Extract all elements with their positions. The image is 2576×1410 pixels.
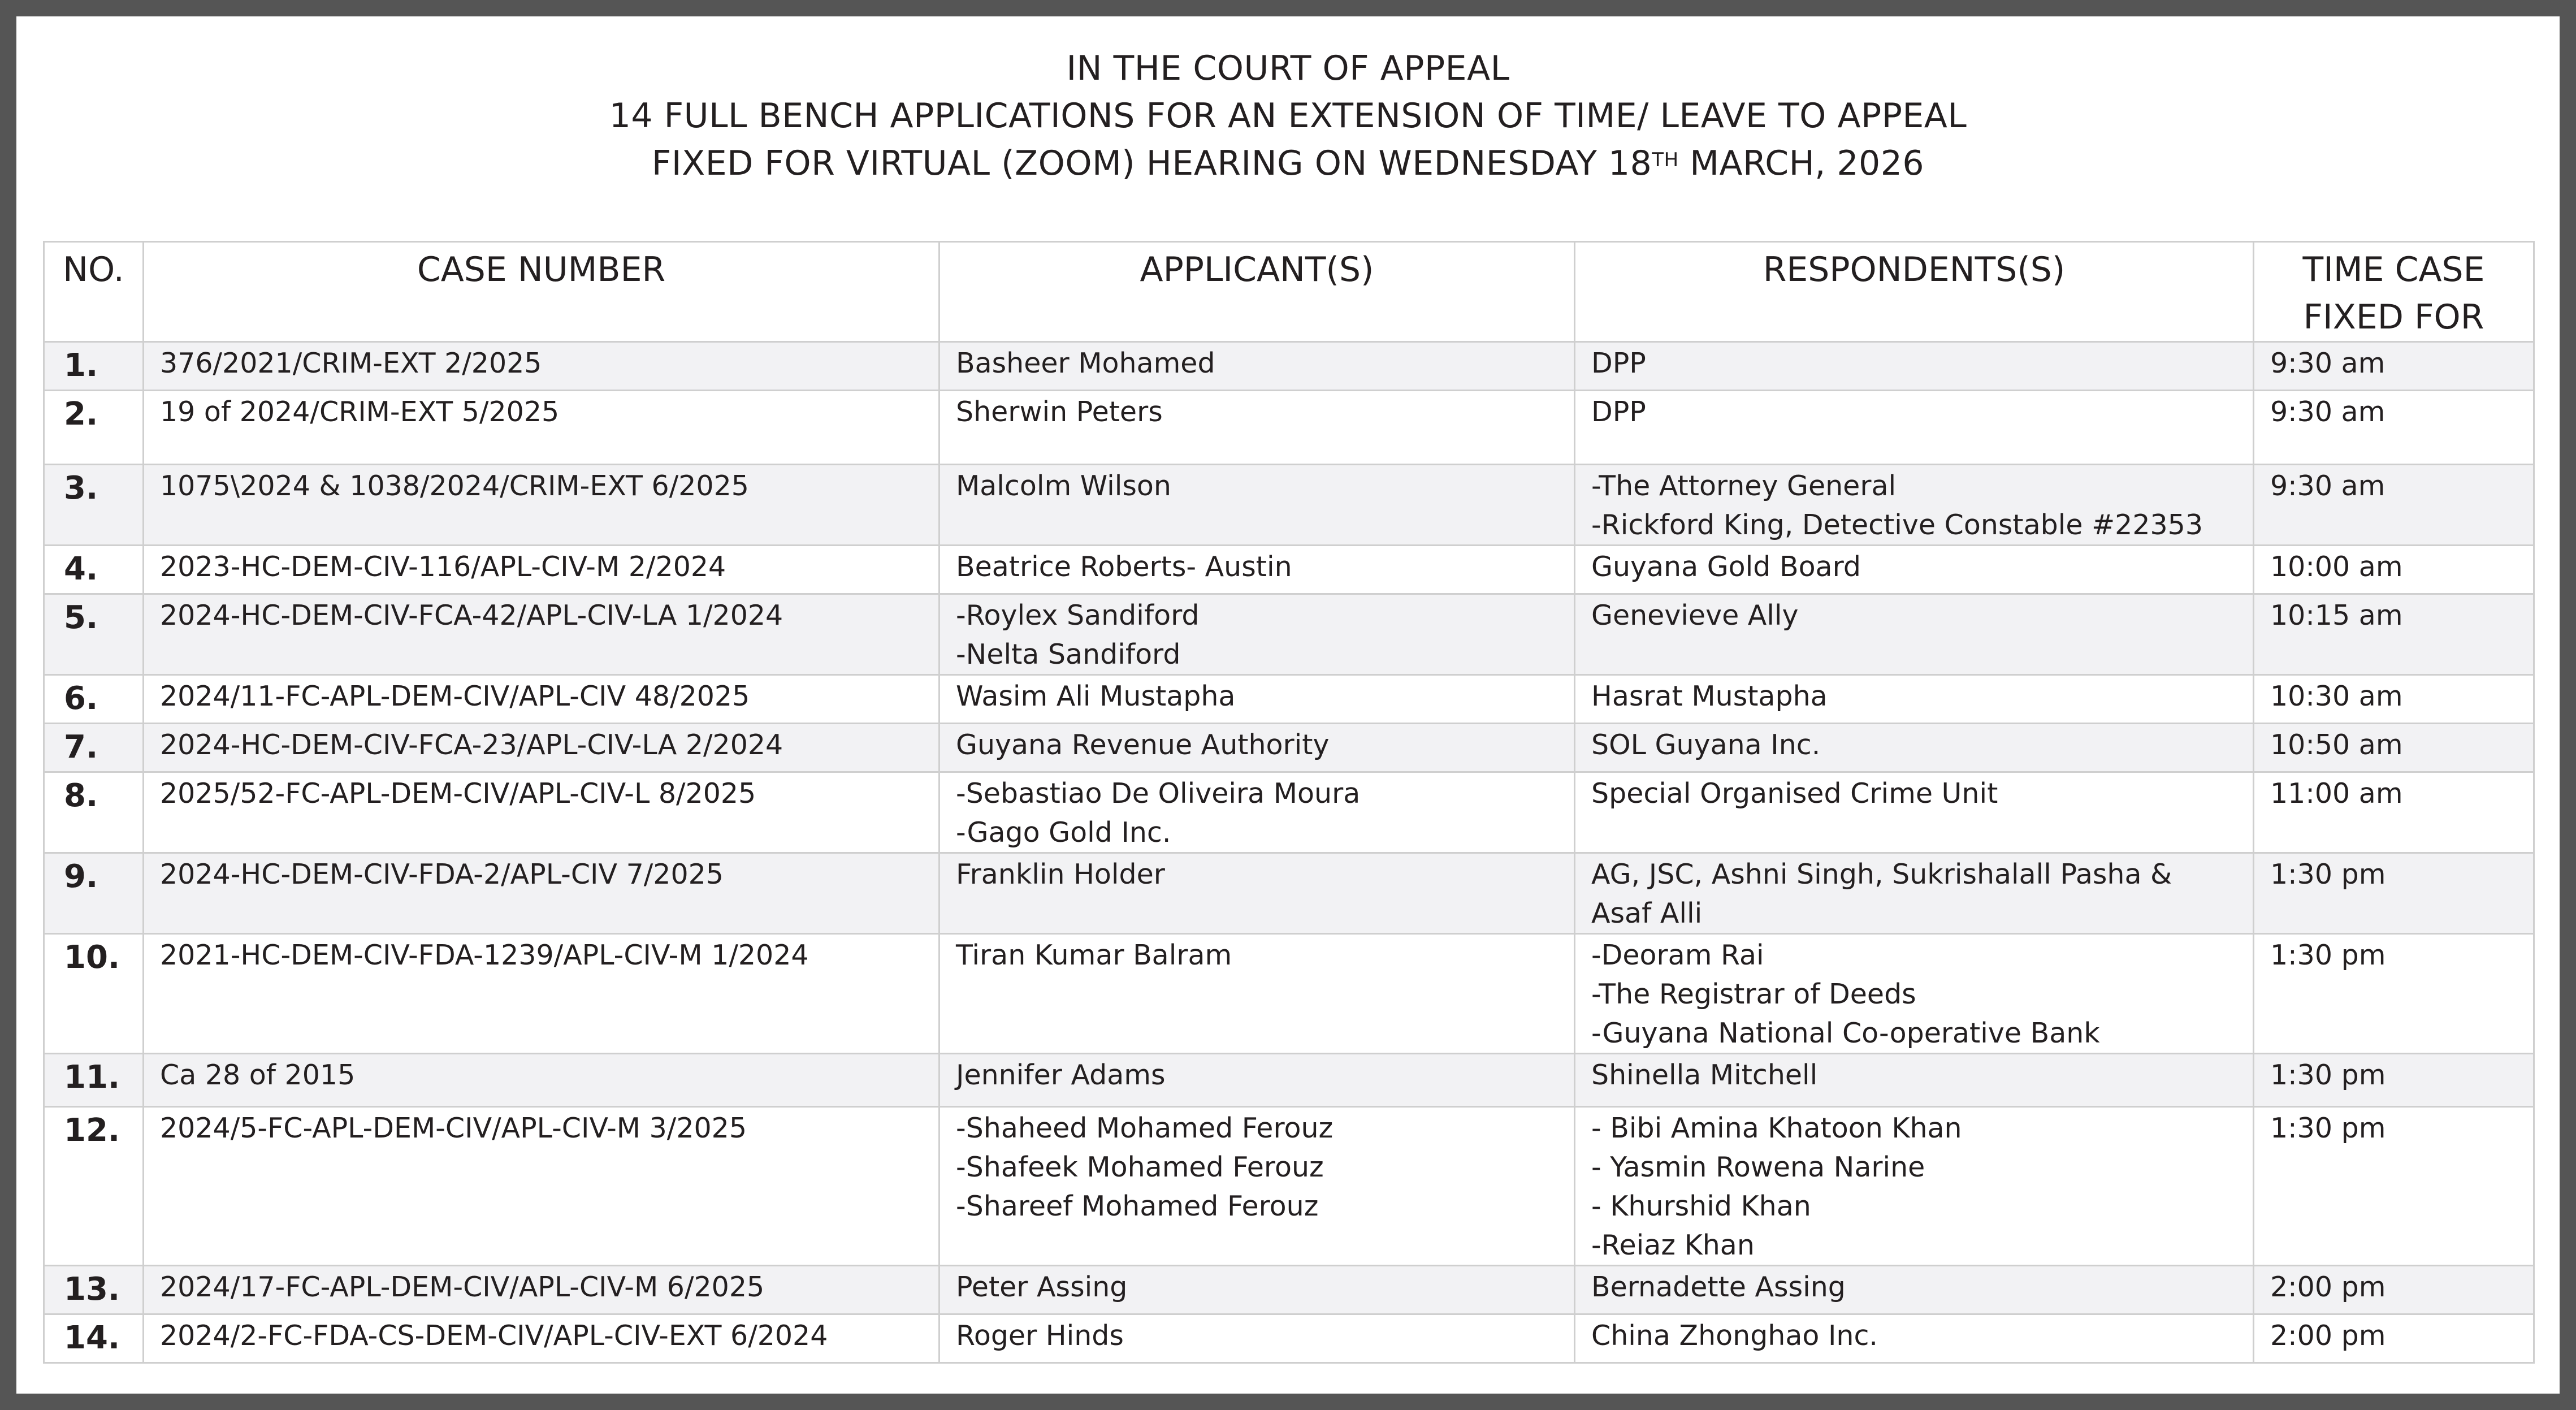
table-body [44, 342, 2534, 1363]
case-number: 2023-HC-DEM-CIV-116/APL-CIV-M 2/2024 [144, 546, 940, 594]
table-row [44, 342, 2534, 391]
applicants-cell [940, 853, 1575, 934]
hearing-time: 11:00 am [2254, 772, 2534, 853]
respondents-cell [1575, 391, 2254, 465]
case-number: 376/2021/CRIM-EXT 2/2025 [144, 342, 940, 391]
applicant-name: Basheer Mohamed [956, 347, 1215, 379]
applicant-name: Guyana Revenue Authority [956, 729, 1330, 761]
hearing-time: 1:30 pm [2254, 1054, 2534, 1107]
column-header-no: NO. [44, 242, 144, 342]
row-number: 13. [44, 1266, 144, 1314]
respondents-cell [1575, 934, 2254, 1054]
respondent-name: - Bibi Amina Khatoon Khan [1591, 1112, 1962, 1144]
row-number: 5. [44, 594, 144, 675]
table-row [44, 853, 2534, 934]
row-number: 1. [44, 342, 144, 391]
column-header-applicants: APPLICANT(S) [940, 242, 1575, 342]
applicant-name: -Shareef Mohamed Ferouz [956, 1190, 1319, 1222]
respondents-cell [1575, 853, 2254, 934]
respondent-name: -The Attorney General [1591, 470, 1897, 502]
applicant-name: -Nelta Sandiford [956, 638, 1181, 671]
hearing-date-text: FIXED FOR VIRTUAL (ZOOM) HEARING ON WEDNESDAY 18 [651, 144, 1652, 183]
applicants-cell [940, 675, 1575, 724]
case-number: 2024-HC-DEM-CIV-FCA-42/APL-CIV-LA 1/2024 [144, 594, 940, 675]
table-row [44, 1266, 2534, 1314]
hearing-time: 2:00 pm [2254, 1266, 2534, 1314]
respondents-cell [1575, 724, 2254, 772]
respondent-name: -Rickford King, Detective Constable #22353 [1591, 509, 2203, 541]
table-row [44, 594, 2534, 675]
table-row [44, 724, 2534, 772]
table-row [44, 1107, 2534, 1266]
hearing-time: 9:30 am [2254, 465, 2534, 546]
listing-title: 14 FULL BENCH APPLICATIONS FOR AN EXTENSION OF TIME/ LEAVE TO APPEAL [609, 96, 1967, 136]
hearing-time: 10:15 am [2254, 594, 2534, 675]
respondent-name: -Guyana National Co-operative Bank [1591, 1017, 2100, 1049]
hearing-time: 1:30 pm [2254, 853, 2534, 934]
respondents-cell [1575, 1054, 2254, 1107]
respondent-name: -Deoram Rai [1591, 939, 1764, 971]
row-number: 14. [44, 1314, 144, 1363]
row-number: 11. [44, 1054, 144, 1107]
applicant-name: Sherwin Peters [956, 396, 1163, 428]
case-number: 2024/17-FC-APL-DEM-CIV/APL-CIV-M 6/2025 [144, 1266, 940, 1314]
hearing-month-year: MARCH, 2026 [1678, 144, 1925, 183]
applicants-cell [940, 391, 1575, 465]
case-number: 2024/11-FC-APL-DEM-CIV/APL-CIV 48/2025 [144, 675, 940, 724]
table-row [44, 546, 2534, 594]
case-number: 2025/52-FC-APL-DEM-CIV/APL-CIV-L 8/2025 [144, 772, 940, 853]
cause-list-table [43, 241, 2535, 1364]
applicant-name: Roger Hinds [956, 1320, 1124, 1352]
applicant-name: Peter Assing [956, 1271, 1128, 1303]
applicant-name: Jennifer Adams [956, 1059, 1166, 1091]
applicants-cell [940, 1107, 1575, 1266]
row-number: 10. [44, 934, 144, 1054]
hearing-time: 2:00 pm [2254, 1314, 2534, 1363]
case-number: 2021-HC-DEM-CIV-FDA-1239/APL-CIV-M 1/2024 [144, 934, 940, 1054]
respondent-name: - Yasmin Rowena Narine [1591, 1151, 1925, 1183]
respondent-name: Hasrat Mustapha [1591, 680, 1828, 712]
applicant-name: Wasim Ali Mustapha [956, 680, 1236, 712]
respondents-cell [1575, 1266, 2254, 1314]
respondent-name: SOL Guyana Inc. [1591, 729, 1821, 761]
column-header-case-number: CASE NUMBER [144, 242, 940, 342]
case-number: 19 of 2024/CRIM-EXT 5/2025 [144, 391, 940, 465]
applicants-cell [940, 934, 1575, 1054]
table-row [44, 772, 2534, 853]
hearing-date-line [16, 140, 2560, 187]
hearing-time: 10:00 am [2254, 546, 2534, 594]
document-page [16, 16, 2560, 1394]
applicants-cell [940, 724, 1575, 772]
applicant-name: Tiran Kumar Balram [956, 939, 1232, 971]
column-header-respondents: RESPONDENTS(S) [1575, 242, 2254, 342]
table-row [44, 934, 2534, 1054]
applicant-name: -Roylex Sandiford [956, 599, 1200, 632]
table-row [44, 675, 2534, 724]
table-row [44, 1314, 2534, 1363]
hearing-time: 10:30 am [2254, 675, 2534, 724]
case-number: 2024-HC-DEM-CIV-FDA-2/APL-CIV 7/2025 [144, 853, 940, 934]
ordinal-suffix: TH [1652, 149, 1679, 171]
applicant-name: Franklin Holder [956, 858, 1165, 890]
row-number: 4. [44, 546, 144, 594]
applicant-name: -Gago Gold Inc. [956, 816, 1171, 849]
applicants-cell [940, 1266, 1575, 1314]
respondents-cell [1575, 1107, 2254, 1266]
respondents-cell [1575, 465, 2254, 546]
row-number: 3. [44, 465, 144, 546]
column-header-time-line2: FIXED FOR [2303, 297, 2484, 337]
respondent-name: Asaf Alli [1591, 897, 1703, 929]
respondent-name: AG, JSC, Ashni Singh, Sukrishalall Pasha & [1591, 858, 2172, 890]
applicants-cell [940, 465, 1575, 546]
applicant-name: Beatrice Roberts- Austin [956, 551, 1292, 583]
case-number: 2024-HC-DEM-CIV-FCA-23/APL-CIV-LA 2/2024 [144, 724, 940, 772]
row-number: 6. [44, 675, 144, 724]
respondent-name: Shinella Mitchell [1591, 1059, 1818, 1091]
row-number: 7. [44, 724, 144, 772]
respondents-cell [1575, 342, 2254, 391]
court-title: IN THE COURT OF APPEAL [1066, 49, 1510, 88]
hearing-time: 9:30 am [2254, 342, 2534, 391]
column-header-time-line1: TIME CASE [2302, 250, 2485, 289]
respondent-name: Guyana Gold Board [1591, 551, 1861, 583]
row-number: 2. [44, 391, 144, 465]
table-row [44, 1054, 2534, 1107]
table-header-row [44, 242, 2534, 342]
respondents-cell [1575, 546, 2254, 594]
applicants-cell [940, 1054, 1575, 1107]
respondent-name: -The Registrar of Deeds [1591, 978, 1916, 1010]
applicants-cell [940, 546, 1575, 594]
table-row [44, 465, 2534, 546]
respondent-name: Special Organised Crime Unit [1591, 777, 1998, 810]
respondent-name: DPP [1591, 347, 1646, 379]
applicants-cell [940, 1314, 1575, 1363]
row-number: 8. [44, 772, 144, 853]
applicants-cell [940, 772, 1575, 853]
respondent-name: - Khurshid Khan [1591, 1190, 1811, 1222]
applicant-name: -Shafeek Mohamed Ferouz [956, 1151, 1324, 1183]
respondents-cell [1575, 772, 2254, 853]
respondents-cell [1575, 1314, 2254, 1363]
column-header-time [2254, 242, 2534, 342]
applicant-name: Malcolm Wilson [956, 470, 1171, 502]
hearing-time: 10:50 am [2254, 724, 2534, 772]
respondents-cell [1575, 594, 2254, 675]
respondent-name: Bernadette Assing [1591, 1271, 1846, 1303]
hearing-time: 1:30 pm [2254, 934, 2534, 1054]
applicant-name: -Sebastiao De Oliveira Moura [956, 777, 1361, 810]
respondent-name: Genevieve Ally [1591, 599, 1799, 632]
document-heading [16, 45, 2560, 187]
respondent-name: -Reiaz Khan [1591, 1229, 1755, 1261]
applicants-cell [940, 594, 1575, 675]
hearing-time: 1:30 pm [2254, 1107, 2534, 1266]
case-number: Ca 28 of 2015 [144, 1054, 940, 1107]
hearing-time: 9:30 am [2254, 391, 2534, 465]
table-row [44, 391, 2534, 465]
case-number: 1075\2024 & 1038/2024/CRIM-EXT 6/2025 [144, 465, 940, 546]
case-number: 2024/5-FC-APL-DEM-CIV/APL-CIV-M 3/2025 [144, 1107, 940, 1266]
applicants-cell [940, 342, 1575, 391]
row-number: 12. [44, 1107, 144, 1266]
applicant-name: -Shaheed Mohamed Ferouz [956, 1112, 1334, 1144]
respondent-name: China Zhonghao Inc. [1591, 1320, 1878, 1352]
respondent-name: DPP [1591, 396, 1646, 428]
respondents-cell [1575, 675, 2254, 724]
case-number: 2024/2-FC-FDA-CS-DEM-CIV/APL-CIV-EXT 6/2024 [144, 1314, 940, 1363]
row-number: 9. [44, 853, 144, 934]
